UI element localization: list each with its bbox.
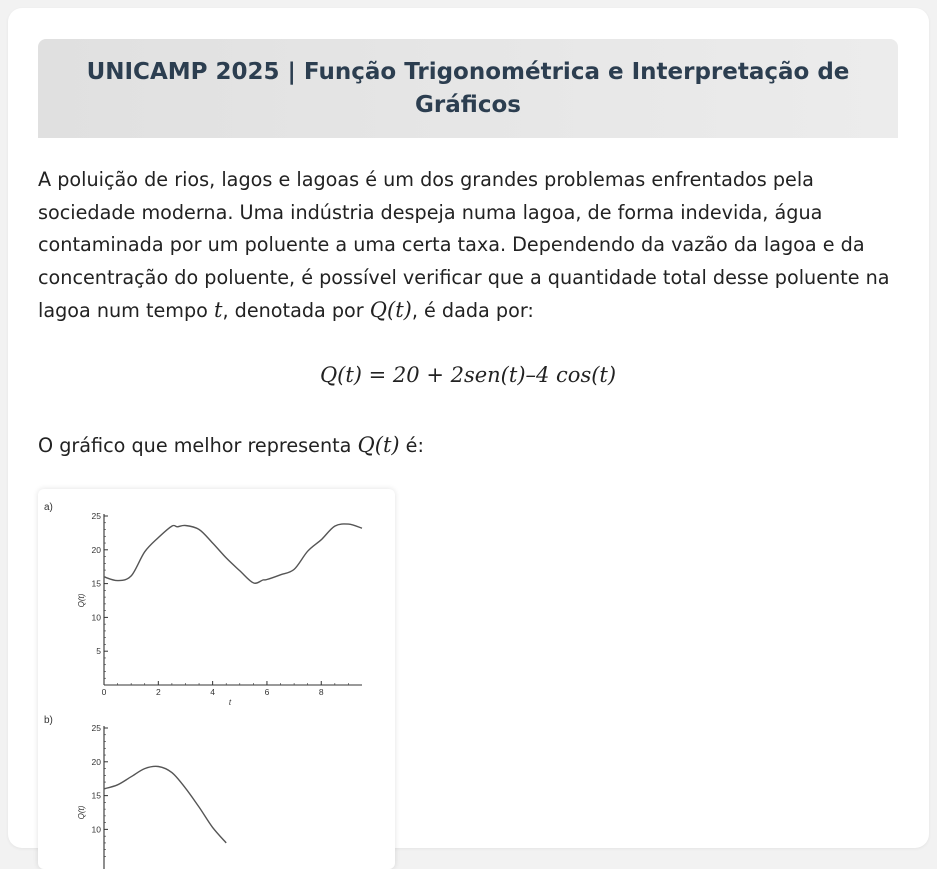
prompt-math-qt: Q(t) (357, 433, 400, 457)
x-tick-label: 2 (155, 687, 161, 697)
y-tick-label: 20 (91, 756, 101, 767)
y-tick-label: 15 (91, 578, 101, 589)
formula-text: Q(t) = 20 + 2sen(t)–4 cos(t) (319, 363, 617, 387)
answer-graphs (38, 489, 395, 869)
question-header (38, 39, 898, 138)
x-tick-label: 0 (101, 687, 107, 697)
statement-text-3: , é dada por: (411, 299, 534, 322)
y-tick-label: 10 (91, 612, 101, 623)
graph-option-b (44, 715, 226, 869)
question-title: UNICAMP 2025 | Função Trigonométrica e Interpretação de Gráficos (86, 58, 850, 118)
question-card (8, 8, 929, 848)
y-tick-label: 25 (91, 723, 101, 733)
y-tick-label: 15 (91, 790, 101, 801)
option-label: a) (44, 502, 53, 513)
y-tick-label: 5 (96, 646, 101, 657)
y-axis-label: Q(t) (77, 593, 86, 608)
prompt-text-2: é: (399, 434, 424, 457)
series-line (104, 766, 226, 843)
math-var-t: t (214, 298, 223, 322)
math-var-qt: Q(t) (369, 298, 412, 322)
y-tick-label: 25 (91, 511, 101, 521)
x-tick-label: 4 (210, 687, 215, 697)
answer-options-figure (38, 489, 395, 869)
formula-display (38, 363, 898, 388)
y-tick-label: 20 (91, 544, 101, 555)
statement-text-1: A poluição de rios, lagos e lagoas é um dos grandes problemas enfrentados pela sociedade moderna. Uma indústria despeja numa lagoa, de forma indevida, água contaminada por um poluente a uma certa taxa. Dependendo da vazão da lagoa e da concentração do poluente, é possível verificar que a quantidade total desse poluente na lagoa num tempo (38, 168, 890, 322)
x-tick-label: 8 (318, 687, 324, 697)
option-label: b) (44, 715, 53, 726)
series-line (104, 524, 362, 583)
question-statement (38, 164, 898, 328)
x-axis-label: t (228, 698, 232, 707)
y-tick-label: 10 (91, 824, 101, 835)
graph-option-a (44, 502, 362, 707)
statement-text-2: , denotada por (222, 299, 370, 322)
question-prompt (38, 429, 898, 462)
prompt-text-1: O gráfico que melhor representa (38, 434, 358, 457)
x-tick-label: 6 (264, 687, 270, 697)
y-axis-label: Q(t) (77, 805, 86, 820)
